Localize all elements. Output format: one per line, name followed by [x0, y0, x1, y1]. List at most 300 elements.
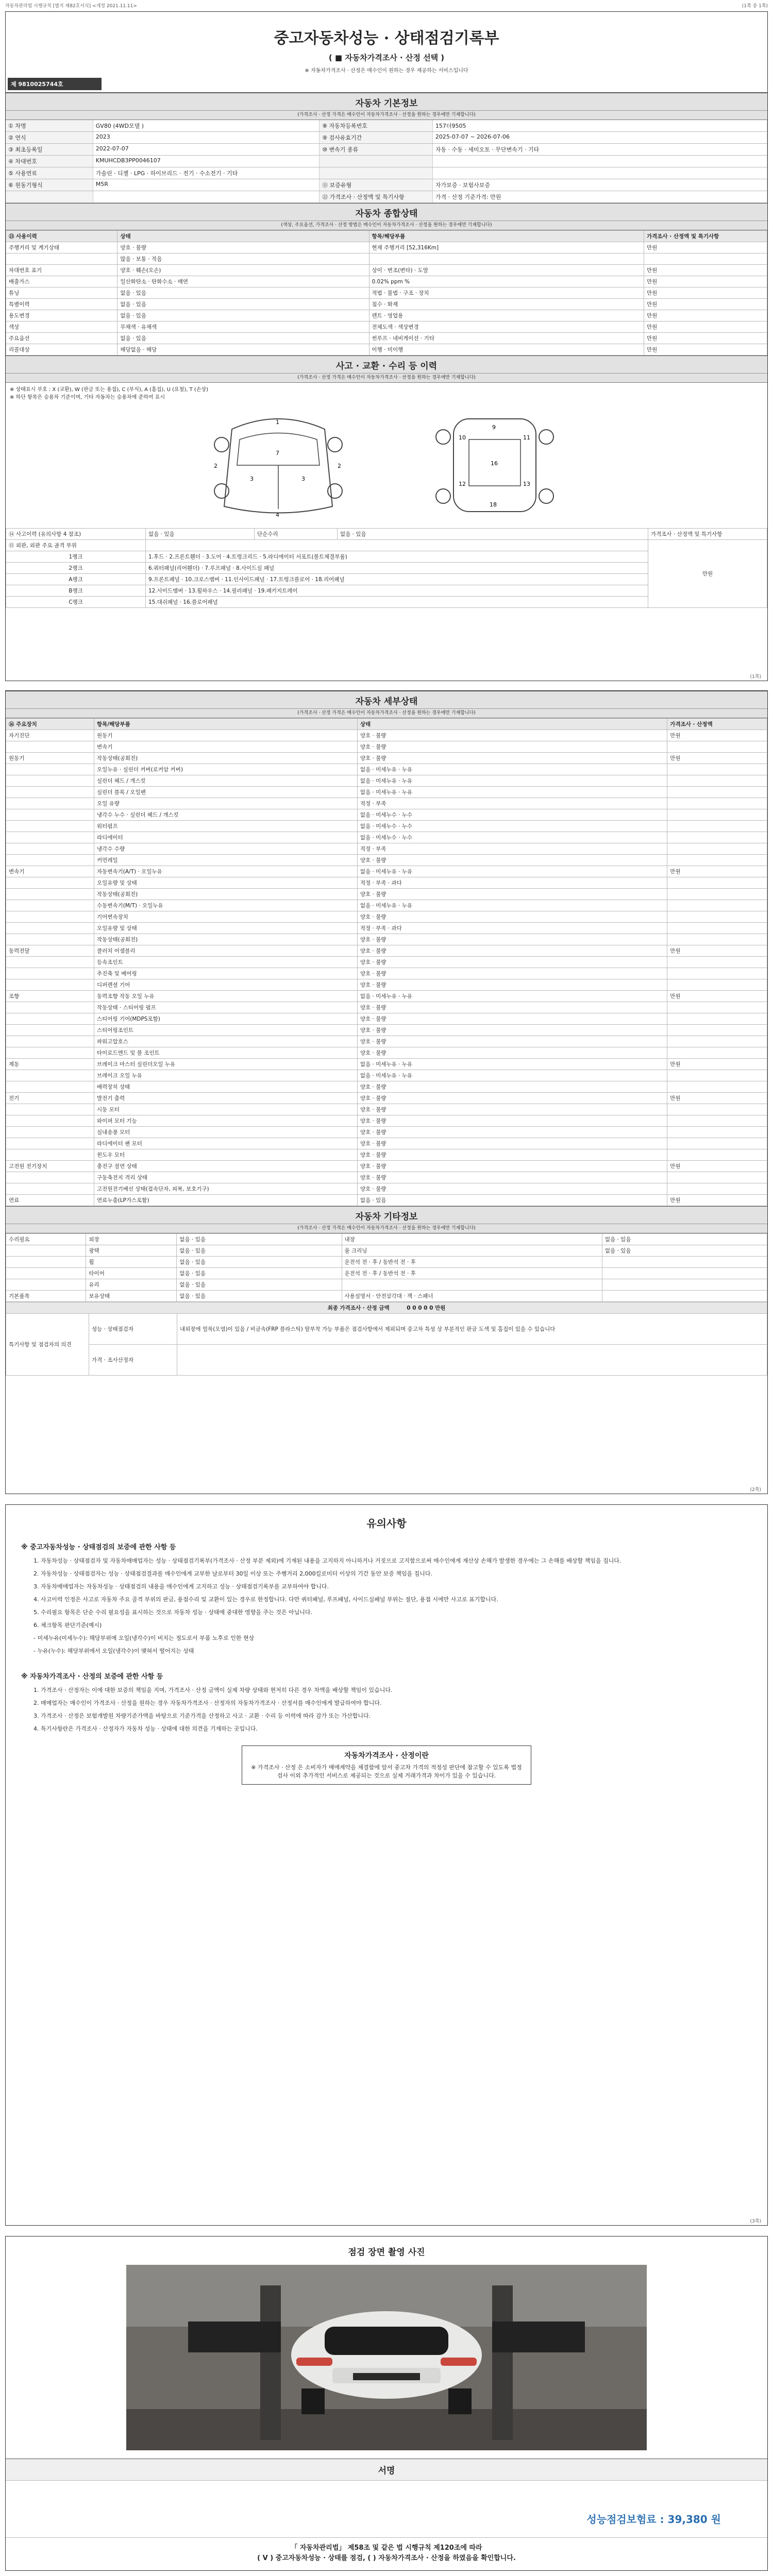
detail-s: 적정 · 부족 · 과다: [357, 877, 667, 889]
overall-k: 주행거리 및 계기상태: [6, 242, 117, 253]
overall-k: 배출가스: [6, 276, 117, 287]
basic-v1: 2023: [93, 132, 320, 143]
detail-g: [6, 1036, 94, 1047]
detail-row: [6, 775, 767, 787]
overall-header: ⑬ 사용이력: [6, 231, 117, 242]
detail-row: [6, 855, 767, 866]
detail-i: 구동축전지 격리 상태: [94, 1172, 358, 1183]
car-side-diagram: [201, 409, 356, 522]
notice-item: - 누유(누수): 해당부위에서 오일(냉각수)이 맺혀서 떨어지는 상태: [33, 1648, 194, 1654]
detail-g: [6, 877, 94, 889]
detail-row: [6, 1047, 767, 1059]
detail-header: ⑯ 주요장치: [6, 719, 94, 730]
other-row: [6, 1245, 767, 1257]
detail-row: [6, 843, 767, 855]
detail-p: [667, 787, 767, 798]
overall-p: [644, 253, 767, 265]
basic-k2: ⑫ 가격조사 · 산정액 및 특기사항: [320, 191, 433, 202]
detail-p: [667, 741, 767, 753]
detail-i: 작동상태(공회전): [94, 889, 358, 900]
overall-k: 차대번호 표기: [6, 265, 117, 276]
detail-g: [6, 843, 94, 855]
detail-row: [6, 968, 767, 979]
basic-row: [6, 167, 767, 179]
detail-g: [6, 1002, 94, 1013]
basic-k1: [6, 191, 93, 202]
inspection-photo: [126, 2265, 647, 2450]
basic-k2: ⑪ 보증유형: [320, 179, 433, 191]
accident-price-unit: 만원: [648, 540, 767, 608]
detail-s: 없음 · 미세누수 · 누수: [357, 832, 667, 843]
basic-k1: ① 차명: [6, 120, 93, 131]
detail-row: [6, 889, 767, 900]
overall-d: 상이 · 변조(변타) · 도말: [369, 265, 644, 276]
price-info-box: [242, 1745, 531, 1785]
insurance-fee: 성능점검보험료 : 39,380 원: [586, 2513, 721, 2526]
signature-title: 서명: [6, 2459, 767, 2481]
detail-i: 변속기: [94, 741, 358, 753]
other-v: 없음 · 있음: [177, 1245, 342, 1257]
detail-i: 타이로드엔드 및 볼 조인트: [94, 1047, 358, 1059]
detail-i: 원동기: [94, 730, 358, 741]
basic-info-title: 자동차 기본정보: [6, 93, 767, 111]
detail-s: 양호 · 불량: [357, 1149, 667, 1161]
footer-statement: [6, 2538, 767, 2564]
other-k: 보유상태: [86, 1291, 177, 1302]
detail-s: 양호 · 불량: [357, 1138, 667, 1149]
other-k: 광택: [86, 1245, 177, 1257]
detail-row: [6, 1025, 767, 1036]
other-g: 기본품목: [6, 1291, 86, 1302]
notice-section: [6, 1505, 767, 1795]
detail-s: 없음 · 미세누유 · 누유: [357, 787, 667, 798]
page-4: [5, 2236, 768, 2571]
detail-i: 디퍼렌셜 기어: [94, 979, 358, 991]
detail-g: 제동: [6, 1059, 94, 1070]
overall-s: 많음 · 보통 · 적음: [117, 253, 369, 265]
detail-g: [6, 923, 94, 934]
detail-g: 변속기: [6, 866, 94, 877]
detail-p: 만원: [667, 730, 767, 741]
form-header: [5, 2, 768, 9]
accident-legend-line-1: ※ 상태표시 부호 : X (교환), W (판금 또는 용접), C (부식), A (흠집), U (요철), T (손상): [10, 387, 209, 393]
overall-p: 만원: [644, 310, 767, 321]
detail-row: [6, 877, 767, 889]
detail-g: [6, 787, 94, 798]
detail-p: [667, 855, 767, 866]
history-value: 없음 · 있음: [146, 529, 255, 540]
final-price-label: 최종 가격조사 · 산정 금액: [327, 1305, 390, 1311]
detail-i: 시동 모터: [94, 1104, 358, 1115]
detail-g: [6, 741, 94, 753]
other-g: [6, 1245, 86, 1257]
detail-p: [667, 968, 767, 979]
overall-d: [369, 253, 644, 265]
footer-line-2: ( V ) 중고자동차성능 · 상태를 점검, ( ) 자동차가격조사 · 산정을 하였음을 확인합니다.: [257, 2554, 516, 2562]
detail-p: [667, 923, 767, 934]
detail-s: 없음 · 미세누유 · 누유: [357, 991, 667, 1002]
other-v2: [602, 1268, 767, 1279]
detail-i: 커먼레일: [94, 855, 358, 866]
detail-s: 적정 · 부족: [357, 798, 667, 809]
final-table: [6, 1302, 767, 1376]
overall-p: 만원: [644, 333, 767, 344]
overall-p: 만원: [644, 299, 767, 310]
detail-i: 기어변속장치: [94, 911, 358, 923]
overall-row: [6, 242, 767, 253]
detail-p: 만원: [667, 1059, 767, 1070]
detail-p: [667, 1081, 767, 1093]
detail-s: 양호 · 불량: [357, 934, 667, 945]
notice-item: 1. 자동차성능 · 상태점검자 및 자동차매매업자는 성능 · 상태점검기록부(가격조사 · 산정 부분 제외)에 기재된 내용을 고지하지 아니하거나 거짓으로 고지함으로써 매수인에게 재산상 손해가 발생한 경우에는 그 손해를 배상할 책임을 집니다.: [33, 1557, 621, 1564]
svg-text:3: 3: [250, 476, 254, 482]
detail-row: [6, 798, 767, 809]
detail-row: [6, 753, 767, 764]
page-1: [5, 11, 768, 681]
detail-row: [6, 1013, 767, 1025]
overall-s: 해당없음 · 해당: [117, 344, 369, 355]
detail-note: (가격조사 · 산정 가격은 매수인이 자동차가격조사 · 산정을 원하는 경우에만 기재합니다): [6, 709, 767, 718]
title-block: [6, 25, 767, 93]
accident-note: (가격조사 · 산정 가격은 매수인이 자동차가격조사 · 산정을 원하는 경우에만 기재합니다): [6, 374, 767, 383]
overall-d: 이행 · 미이행: [369, 344, 644, 355]
other-table: [6, 1233, 767, 1302]
detail-i: 브레이크 오일 누유: [94, 1070, 358, 1081]
other-v: 없음 · 있음: [177, 1257, 342, 1268]
detail-p: [667, 1138, 767, 1149]
detail-row: [6, 1093, 767, 1104]
form-header-left: 자동차관리법 시행규칙 [별지 제82호서식] <개정 2021.11.11>: [5, 4, 137, 9]
overall-header: 항목/해당부품: [369, 231, 644, 242]
other-k: 외장: [86, 1234, 177, 1245]
detail-row: [6, 741, 767, 753]
detail-i: 작동상태 · 스티어링 펌프: [94, 1002, 358, 1013]
detail-g: [6, 821, 94, 832]
detail-i: 자동변속기(A/T) · 오일누유: [94, 866, 358, 877]
overall-s: 없음 · 있음: [117, 299, 369, 310]
detail-s: 양호 · 불량: [357, 1127, 667, 1138]
detail-header: 가격조사 · 산정액: [667, 719, 767, 730]
rank-b-items: 12.사이드멤버 · 13.휠하우스 · 14.필러패널 · 19.패키지트레이: [146, 585, 648, 597]
other-k2: 운전석 전 · 후 / 동반석 전 · 후: [342, 1268, 602, 1279]
overall-title: 자동차 종합상태: [6, 203, 767, 221]
detail-p: [667, 934, 767, 945]
basic-info-note: (가격조사 · 산정 가격은 매수인이 자동차가격조사 · 산정을 원하는 경우에만 기재합니다): [6, 111, 767, 120]
svg-text:18: 18: [490, 501, 497, 508]
detail-s: 없음 · 미세누유 · 누유: [357, 900, 667, 911]
rank-a-items: 9.프론트패널 · 10.크로스멤버 · 11.인사이드패널 · 17.트렁크플로어 · 18.리어패널: [146, 574, 648, 585]
detail-i: 연료누출(LP가스포함): [94, 1195, 358, 1206]
detail-p: [667, 1025, 767, 1036]
detail-g: 동력전달: [6, 945, 94, 957]
svg-text:16: 16: [491, 460, 498, 467]
simple-repair-label: 단순수리: [255, 529, 338, 540]
basic-v2: 자가보증 · 보험사보증: [433, 179, 767, 191]
detail-g: [6, 934, 94, 945]
rank-b-label: B랭크: [6, 585, 146, 597]
detail-g: [6, 1149, 94, 1161]
detail-p: [667, 809, 767, 821]
detail-s: 적정 · 부족 · 과다: [357, 923, 667, 934]
other-k2: [342, 1279, 602, 1291]
detail-i: 추진축 및 베어링: [94, 968, 358, 979]
detail-row: [6, 730, 767, 741]
overall-row: [6, 276, 767, 287]
other-k2: 운전석 전 · 후 / 동반석 전 · 후: [342, 1257, 602, 1268]
basic-k1: ⑤ 사용연료: [6, 167, 93, 179]
basic-k1: ④ 차대번호: [6, 156, 93, 167]
notice-item: 3. 가격조사 · 산정은 보험개발원 차량기준가액을 바탕으로 기준가격을 산정하고 사고 · 교환 · 수리 등 이력에 따라 감가 또는 가산합니다.: [33, 1713, 371, 1719]
detail-i: 실내송풍 모터: [94, 1127, 358, 1138]
detail-s: 양호 · 불량: [357, 1081, 667, 1093]
detail-g: [6, 832, 94, 843]
basic-v1: M5R: [93, 179, 320, 191]
detail-i: 오일 유량: [94, 798, 358, 809]
detail-i: 워터펌프: [94, 821, 358, 832]
overall-s: 양호 · 불량: [117, 242, 369, 253]
basic-v2: 가격 · 산정 기준가격: 만원: [433, 191, 767, 202]
form-header-right: (1쪽 중 1쪽): [742, 4, 768, 9]
notice-item: 4. 특기사항란은 가격조사 · 산정자가 자동차 성능 · 상태에 대한 의견을 기재하는 곳입니다.: [33, 1725, 258, 1732]
notice-heading-2: ※ 자동차가격조사 · 산정의 보증에 관한 사항 등: [21, 1673, 163, 1681]
detail-p: [667, 1104, 767, 1115]
overall-header: 상태: [117, 231, 369, 242]
overall-s: 없음 · 있음: [117, 287, 369, 299]
document-title: 중고자동차성능 · 상태점검기록부: [274, 29, 499, 47]
overall-note: (색상, 주요옵션, 가격조사 · 산정 방법은 매수인이 자동차가격조사 · 산정을 원하는 경우에만 기재합니다): [6, 221, 767, 230]
svg-text:3: 3: [301, 476, 305, 482]
rank-c-items: 15.대쉬패널 · 16.플로어패널: [146, 597, 648, 608]
detail-i: 충전구 절연 상태: [94, 1161, 358, 1172]
other-row: [6, 1234, 767, 1245]
detail-s: 없음 · 미세누유 · 누유: [357, 775, 667, 787]
special-value-1: 내외장에 얼룩(오염)이 있음 / 비금속(FRP 플라스틱) 탈부착 가능 부품은 점검사항에서 제외되며 중고차 특성 상 부분적인 판금 도색 및 흠집이 있을 수 있습니다: [177, 1314, 767, 1345]
detail-g: 전기: [6, 1093, 94, 1104]
detail-i: 스티어링 기어(MDPS포함): [94, 1013, 358, 1025]
detail-s: 양호 · 불량: [357, 1183, 667, 1195]
detail-row: [6, 866, 767, 877]
overall-row: [6, 321, 767, 333]
detail-row: [6, 821, 767, 832]
detail-s: 양호 · 불량: [357, 1013, 667, 1025]
basic-v2: [433, 167, 767, 179]
svg-text:1: 1: [276, 419, 279, 426]
basic-k1: ⑥ 원동기형식: [6, 179, 93, 191]
detail-s: 양호 · 불량: [357, 957, 667, 968]
basic-row: [6, 191, 767, 203]
other-row: [6, 1257, 767, 1268]
detail-row: [6, 1036, 767, 1047]
other-g: [6, 1279, 86, 1291]
special-label: 특기사항 및 점검자의 의견: [6, 1314, 89, 1376]
detail-row: [6, 787, 767, 798]
detail-p: [667, 775, 767, 787]
detail-g: [6, 1172, 94, 1183]
price-info-body: ※ 가격조사 · 산정 은 소비자가 매매계약을 체결함에 앞서 중고차 가격의 적정성 판단에 참고할 수 있도록 법정검사 이외 추가적인 서비스로 제공되는 것으로 실제 거래가격과 차이가 있을 수 있습니다.: [251, 1764, 522, 1779]
detail-p: [667, 877, 767, 889]
detail-i: 작동상태(공회전): [94, 934, 358, 945]
other-g: [6, 1268, 86, 1279]
car-diagrams: [6, 402, 767, 528]
detail-row: [6, 1070, 767, 1081]
detail-p: 만원: [667, 945, 767, 957]
document-subtitle: ( ■ 자동차가격조사 · 산정 선택 ): [328, 53, 445, 62]
notice-list-2: [21, 1686, 752, 1733]
detail-g: [6, 1070, 94, 1081]
overall-row: [6, 299, 767, 310]
basic-row: [6, 132, 767, 144]
basic-row: [6, 156, 767, 167]
other-v2: 없음 · 있음: [602, 1245, 767, 1257]
detail-p: [667, 889, 767, 900]
other-k2: 룸 크리닝: [342, 1245, 602, 1257]
detail-p: [667, 1070, 767, 1081]
detail-i: 라디에이터: [94, 832, 358, 843]
detail-s: 양호 · 불량: [357, 1104, 667, 1115]
detail-p: [667, 1047, 767, 1059]
rank-2-items: 6.쿼터패널(리어휀더) · 7.루프패널 · 8.사이드실 패널: [146, 563, 648, 574]
detail-s: 없음 · 미세누수 · 누수: [357, 809, 667, 821]
page-3-number: (3쪽): [750, 2219, 761, 2224]
detail-g: [6, 1081, 94, 1093]
final-price-value: 0 0 0 0 0 만원: [407, 1305, 446, 1311]
detail-i: 라디에이터 팬 모터: [94, 1138, 358, 1149]
overall-s: 양호 · 훼손(오손): [117, 265, 369, 276]
overall-row: [6, 344, 767, 355]
basic-k2: ⑧ 자동차등록번호: [320, 120, 433, 131]
detail-g: [6, 889, 94, 900]
special-value-2: [177, 1345, 767, 1376]
detail-s: 양호 · 불량: [357, 1025, 667, 1036]
notice-item: 4. 사고이력 인정은 사고로 자동차 주요 골격 부위의 판금, 용접수리 및 교환이 있는 경우로 한정합니다. 다만 쿼터패널, 루프패널, 사이드실패널 부위는 절단, 용접 시에만 사고로 표기합니다.: [33, 1596, 498, 1603]
overall-row: [6, 310, 767, 321]
basic-row: [6, 144, 767, 156]
basic-v2: 2025-07-07 ~ 2026-07-06: [433, 132, 767, 143]
detail-p: [667, 1115, 767, 1127]
other-k: 타이어: [86, 1268, 177, 1279]
detail-table: [6, 718, 767, 1206]
detail-row: [6, 1104, 767, 1115]
detail-p: 만원: [667, 1093, 767, 1104]
detail-s: 양호 · 불량: [357, 1002, 667, 1013]
detail-i: 냉각수 수량: [94, 843, 358, 855]
detail-i: 동력조향 작동 오일 누유: [94, 991, 358, 1002]
detail-g: [6, 957, 94, 968]
detail-s: 없음 · 미세누유 · 누유: [357, 764, 667, 775]
overall-k: [6, 253, 117, 265]
other-v: 없음 · 있음: [177, 1279, 342, 1291]
detail-p: [667, 957, 767, 968]
notice-list-1: [21, 1556, 752, 1655]
overall-s: 일산화탄소 · 탄화수소 · 매연: [117, 276, 369, 287]
accident-price-label: 가격조사 · 산정액 및 특기사항: [648, 529, 767, 540]
detail-p: 만원: [667, 1195, 767, 1206]
other-v2: [602, 1291, 767, 1302]
detail-row: [6, 764, 767, 775]
document-note: ※ 자동차가격조사 · 산정은 매수인이 원하는 경우 제공하는 서비스입니다: [305, 68, 468, 74]
detail-g: 고전원 전기장치: [6, 1161, 94, 1172]
detail-s: 적정 · 부족: [357, 843, 667, 855]
overall-k: 리콜대상: [6, 344, 117, 355]
svg-text:10: 10: [459, 434, 466, 441]
other-v2: 없음 · 있음: [602, 1234, 767, 1245]
notice-item: 5. 수리필요 항목은 단순 수리 필요성을 표시하는 것으로 자동차 성능 · 상태에 중대한 영향을 주는 것은 아닙니다.: [33, 1609, 312, 1616]
detail-row: [6, 1059, 767, 1070]
overall-row: [6, 265, 767, 276]
basic-row: [6, 179, 767, 191]
detail-p: 만원: [667, 753, 767, 764]
basic-info-table: [6, 120, 767, 203]
detail-g: [6, 1013, 94, 1025]
detail-i: 작동상태(공회전): [94, 753, 358, 764]
svg-text:13: 13: [523, 481, 530, 487]
rank-1-label: 1랭크: [6, 551, 146, 563]
detail-s: 양호 · 불량: [357, 855, 667, 866]
rank-c-label: C랭크: [6, 597, 146, 608]
page-2-number: (2쪽): [750, 1487, 761, 1493]
overall-k: 주요옵션: [6, 333, 117, 344]
detail-s: 양호 · 불량: [357, 945, 667, 957]
detail-row: [6, 945, 767, 957]
detail-g: [6, 1025, 94, 1036]
svg-text:9: 9: [492, 424, 496, 431]
special-key-1: 성능 · 상태점검자: [89, 1314, 177, 1345]
svg-text:4: 4: [276, 512, 279, 518]
detail-g: [6, 979, 94, 991]
detail-row: [6, 1183, 767, 1195]
detail-i: 고전원전기배선 상태(접속단자, 피복, 보호기구): [94, 1183, 358, 1195]
detail-p: [667, 1127, 767, 1138]
detail-g: 원동기: [6, 753, 94, 764]
notice-item: 2. 자동차성능 · 상태점검자는 성능 · 상태점검결과를 매수인에게 교부한 날로부터 30일 이상 또는 주행거리 2,000킬로미터 이상의 기간 동안 보증 책임을 집니다.: [33, 1570, 432, 1577]
accident-legend: [6, 383, 767, 402]
overall-d: 전체도색 · 색상변경: [369, 321, 644, 333]
notice-item: 3. 자동차매매업자는 자동차성능 · 상태점검의 내용을 매수인에게 고지하고 성능 · 상태점검기록부를 교부하여야 합니다.: [33, 1583, 329, 1590]
detail-row: [6, 1127, 767, 1138]
detail-g: 연료: [6, 1195, 94, 1206]
detail-g: [6, 775, 94, 787]
detail-s: 양호 · 불량: [357, 889, 667, 900]
detail-s: 양호 · 불량: [357, 741, 667, 753]
detail-i: 수동변속기(M/T) · 오일누유: [94, 900, 358, 911]
detail-i: 발전기 출력: [94, 1093, 358, 1104]
overall-row: [6, 287, 767, 299]
detail-s: 없음 · 미세누유 · 누유: [357, 866, 667, 877]
notice-item: 6. 체크항목 판단기준(예시): [33, 1622, 102, 1629]
overall-p: 만원: [644, 321, 767, 333]
history-label: ⑭ 사고이력 (유의사항 4 참조): [6, 529, 146, 540]
basic-k1: ② 연식: [6, 132, 93, 143]
detail-header: 상태: [357, 719, 667, 730]
detail-row: [6, 923, 767, 934]
footer-line-1: 「 자동차관리법」 제58조 및 같은 법 시행규칙 제120조에 따라: [291, 2544, 482, 2552]
detail-i: 오일유량 및 상태: [94, 877, 358, 889]
detail-g: [6, 1183, 94, 1195]
overall-header: 가격조사 · 산정액 및 특기사항: [644, 231, 767, 242]
overall-table: [6, 230, 767, 355]
notice-title: 유의사항: [366, 1517, 407, 1530]
detail-i: 등속조인트: [94, 957, 358, 968]
detail-row: [6, 832, 767, 843]
detail-row: [6, 809, 767, 821]
detail-p: [667, 1149, 767, 1161]
detail-p: [667, 900, 767, 911]
detail-p: [667, 911, 767, 923]
overall-p: 만원: [644, 276, 767, 287]
detail-p: [667, 764, 767, 775]
detail-p: [667, 821, 767, 832]
basic-k2: [320, 167, 433, 179]
